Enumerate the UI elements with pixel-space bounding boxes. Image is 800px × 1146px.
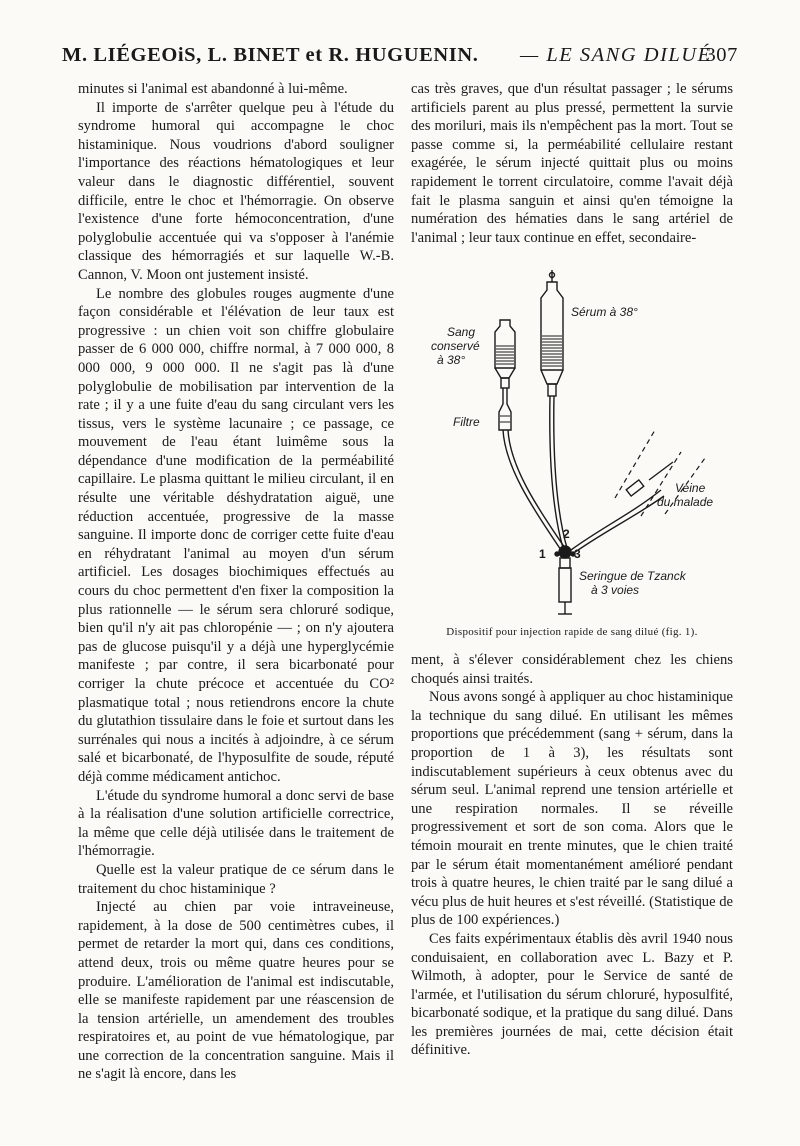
- header-authors: M. LIÉGEOiS, L. BINET et R. HUGUENIN.: [62, 44, 479, 66]
- paragraph: minutes si l'animal est abandonné à lui-même.: [78, 81, 348, 97]
- paragraph: Le nombre des globules rouges augmente d'une façon considérable et l'élévation de leur taux est progressive : un chien voit son chiffre globulaire passer de 6 000 000, chiffre normal, à 7 000 000, 8 000 000, 9 000 000. Il ne s'agit pas là d'une polyglobulie de mobilisation par intervention de la rate ; il y a une fuite d'eau du sang circulant vers les tissus, vers le système lacunaire ; ce passage, ce mouvement de l'eau étant luimême sous la dépendance d'une modification de la perméabilité capillaire. Le plasma quittant le milieu circulant, il en résulte une véritable déshydratation aiguë, une réduction accentuée, progressive de la masse sanguine. Il importe donc de corriger cette fuite d'eau en réhydratant l'animal au moyen d'un sérum artificiel. Les dosages biochimiques effectués au cours du choc permettent d'en fixer la composition la plus rationnelle — le sérum sera chloruré sodique, bien qu'il n'y ait pas chloropénie — ; on n'y ajoutera pas de glucose puisqu'il y a déjà une hyperglycémie manifeste ; par contre, il sera bicarbonaté pour corriger la chute précoce et accentuée du CO² plasmatique total ; nous retiendrons encore la chute du glutathion tissulaire dans le foie et surtout dans les surrénales qui nous a incités à adjoindre, à ce sérum salé et bicarbonaté, de l'hyposulfite de soude, réputé déjà comme médicament antichoc.: [78, 285, 394, 785]
- paragraph: Nous avons songé à appliquer au choc histaminique la technique du sang dilué. En utilisant les mêmes proportions que précédemment (sang + sérum, dans la proportion de 1 à 3), les résultats sont indiscutablement supérieurs à ceux obtenus avec du sérum seul. L'animal reprend une tension artérielle et une respiration normales. Il se réveille progressivement et sort de son coma. Alors que le témoin mourait en trente minutes, que le chien traité par le sérum était momentanément amélioré pendant trois à quatre heures, le chien traité par le sang dilué a vécu plus de huit heures et s'est réveillé. (Statistique de plus de 100 expériences.): [411, 689, 733, 929]
- figure-caption: Dispositif pour injection rapide de sang dilué (fig. 1).: [446, 626, 698, 638]
- right-column-bottom: [411, 651, 733, 1060]
- blood-bottle: [495, 320, 515, 388]
- label-seringue-2: à 3 voies: [591, 583, 640, 597]
- syringe: [558, 558, 572, 614]
- tubing: [503, 396, 664, 555]
- left-column: [78, 80, 394, 1084]
- header-title: — LE SANG DILUÉ: [520, 44, 712, 66]
- serum-bottle: [541, 270, 563, 396]
- label-filtre: Filtre: [453, 415, 480, 429]
- three-way-junction: [555, 546, 575, 558]
- label-veine-1: Veine: [675, 481, 706, 495]
- label-way-1: 1: [539, 547, 546, 561]
- label-sang-1: Sang: [447, 325, 476, 339]
- paragraph: L'étude du syndrome humoral a donc servi de base à la réalisation d'une solution artificielle correctrice, la même que celle déjà utilisée dans le traitement de l'hémorragie.: [78, 787, 394, 860]
- label-seringue-1: Seringue de Tzanck: [579, 569, 686, 583]
- page-number: 307: [705, 44, 738, 66]
- label-way-3: 3: [574, 547, 581, 561]
- figure-injection-device: [411, 266, 733, 626]
- label-way-2: 2: [563, 527, 570, 541]
- label-veine-2: du malade: [657, 495, 714, 509]
- paragraph: Ces faits expérimentaux établis dès avril 1940 nous conduisaient, en collaboration avec L. Bazy et P. Wilmoth, à adopter, pour le Service de santé de l'armée, et l'utilisation du sérum chloruré, hyposulfité, bicarbonaté sodique, et la pratique du sang dilué. Dans les premières journées de mai, cette décision était définitive.: [411, 930, 733, 1059]
- running-header: [62, 44, 738, 74]
- paragraph: Injecté au chien par voie intraveineuse, rapidement, à la dose de 500 centimètres cubes, il permet de retarder la mort qui, dans ces conditions, attend deux, trois ou même quatre heures pour se produire. L'amélioration de l'animal est indiscutable, elle se manifeste rapidement par une réascension de la tension artérielle, un amendement des troubles respiratoires et, au point de vue hématologique, par une correction de la concentration sanguine. Mais il ne s'agit là encore, dans les: [78, 899, 394, 1083]
- right-column-top: [411, 80, 733, 247]
- diagram: [411, 266, 733, 626]
- paragraph: cas très graves, que d'un résultat passager ; le sérums artificiels parent au plus pressé, permettent la survie des moriluri, mais ils n'empêchent pas la mort. Tout se passe comme si, la perméabilité cellulaire restant exagérée, le sérum injecté quittait plus ou moins rapidement le torrent circulatoire, comme l'avait déjà fait le plasma sanguin et ainsi qu'en témoigne la numération des hématies dans le sang artériel de l'animal ; leur taux continue en effet, secondaire-: [411, 81, 733, 246]
- paragraph: Il importe de s'arrêter quelque peu à l'étude du syndrome humoral qui accompagne le choc histaminique. Nous voudrions d'abord souligner l'importance des réactions hématologiques et leur valeur dans le diagnostic différentiel, souvent difficile, entre le choc et l'hémorragie. On observe l'existence d'une forte hémoconcentration, d'une polyglobulie accentuée qui va s'opposer à l'anémie classique des hémorragiés et sur laquelle W.-B. Cannon, V. Moon ont justement insisté.: [78, 99, 394, 283]
- label-serum: Sérum à 38°: [571, 305, 638, 319]
- filter: [499, 388, 511, 430]
- label-sang-3: à 38°: [437, 353, 466, 367]
- paragraph: ment, à s'élever considérablement chez les chiens choqués ainsi traités.: [411, 652, 733, 687]
- paragraph: Quelle est la valeur pratique de ce sérum dans le traitement du choc histaminique ?: [78, 861, 394, 897]
- vein-needle: [626, 462, 673, 496]
- label-sang-2: conservé: [431, 339, 480, 353]
